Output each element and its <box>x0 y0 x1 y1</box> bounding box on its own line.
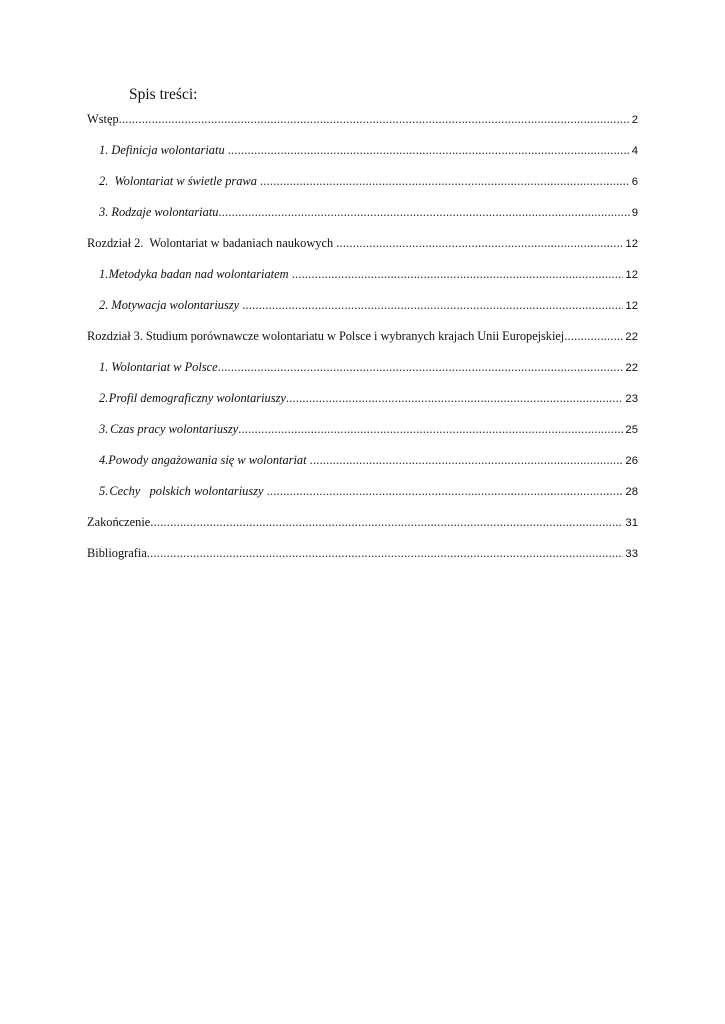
toc-entry-number: 2. <box>99 298 109 312</box>
toc-entry-rozdzial-2[interactable] <box>87 235 638 266</box>
dot-leader <box>150 514 623 530</box>
toc-entry-label: Cechy polskich wolontariuszy <box>109 484 264 498</box>
toc-entry-label: Wstęp <box>87 112 119 126</box>
toc-page-number: 33 <box>625 548 638 560</box>
toc-entry-label: Wolontariat w świetle prawa <box>114 174 257 188</box>
toc-entry-zakonczenie[interactable] <box>87 514 638 545</box>
dot-leader <box>147 545 624 561</box>
toc-entry-label: Wolontariat w Polsce <box>111 360 218 374</box>
toc-entry-powody[interactable] <box>87 452 638 483</box>
toc-entry-label: Rozdział 2. Wolontariat w badaniach naukowych <box>87 236 334 250</box>
toc-entry-number: 5. <box>99 484 109 498</box>
toc-entry-wolontariat-prawo[interactable] <box>87 173 638 204</box>
dot-leader <box>310 452 624 468</box>
dot-leader <box>218 204 629 220</box>
toc-page-number: 12 <box>625 238 638 250</box>
toc-entry-number: 3. <box>99 422 109 436</box>
toc-entry-motywacja[interactable] <box>87 297 638 328</box>
toc-entry-number: 2. <box>99 174 109 188</box>
toc-entry-label: Motywacja wolontariuszy <box>111 298 240 312</box>
toc-entry-label: Profil demograficzny wolontariuszy <box>108 391 286 405</box>
toc-entry-wstep[interactable] <box>87 111 638 142</box>
toc-entry-bibliografia[interactable] <box>87 545 638 576</box>
toc-entry-number: 1. <box>99 360 109 374</box>
dot-leader <box>228 142 630 158</box>
dot-leader <box>238 421 623 437</box>
toc-entry-label: Rozdział 3. Studium porównawcze wolontariatu w Polsce i wybranych krajach Unii Europejskiej <box>87 329 565 343</box>
dot-leader <box>260 173 630 189</box>
dot-leader <box>564 328 623 344</box>
toc-page-number: 26 <box>625 455 638 467</box>
toc-page-number: 2 <box>631 114 638 126</box>
toc-entry-label: Powody angażowania się w wolontariat <box>108 453 307 467</box>
toc-entry-cechy[interactable] <box>87 483 638 514</box>
toc-title: Spis treści: <box>129 86 198 103</box>
toc-entry-metodyka[interactable] <box>87 266 638 297</box>
toc-entry-label: Metodyka badan nad wolontariatem <box>108 267 289 281</box>
dot-leader <box>286 390 624 406</box>
dot-leader <box>242 297 623 313</box>
dot-leader <box>218 359 624 375</box>
toc-page-number: 23 <box>625 393 638 405</box>
table-of-contents <box>87 111 638 576</box>
dot-leader <box>336 235 623 251</box>
dot-leader <box>267 483 624 499</box>
toc-entry-label: Bibliografia <box>87 546 147 560</box>
toc-page-number: 25 <box>625 424 638 436</box>
toc-entry-profil[interactable] <box>87 390 638 421</box>
toc-page-number: 12 <box>625 269 638 281</box>
toc-entry-label: Rodzaje wolontariatu <box>111 205 219 219</box>
toc-entry-number: 3. <box>99 205 109 219</box>
toc-entry-rozdzial-3[interactable] <box>87 328 638 359</box>
dot-leader <box>119 111 630 127</box>
toc-page-number: 6 <box>631 176 638 188</box>
toc-entry-rodzaje[interactable] <box>87 204 638 235</box>
toc-page-number: 12 <box>625 300 638 312</box>
dot-leader <box>292 266 624 282</box>
toc-entry-czas-pracy[interactable] <box>87 421 638 452</box>
toc-page-number: 31 <box>625 517 638 529</box>
toc-page-number: 28 <box>625 486 638 498</box>
toc-entry-label: Zakończenie <box>87 515 151 529</box>
toc-entry-label: Definicja wolontariatu <box>111 143 225 157</box>
toc-entry-number: 1. <box>99 267 109 281</box>
toc-entry-wolontariat-polska[interactable] <box>87 359 638 390</box>
toc-page-number: 9 <box>631 207 638 219</box>
toc-page-number: 22 <box>625 362 638 374</box>
toc-entry-number: 1. <box>99 143 109 157</box>
toc-page-number: 22 <box>625 331 638 343</box>
toc-entry-definicja[interactable] <box>87 142 638 173</box>
toc-entry-number: 2. <box>99 391 109 405</box>
toc-entry-number: 4. <box>99 453 109 467</box>
toc-page-number: 4 <box>631 145 638 157</box>
toc-entry-label: Czas pracy wolontariuszy <box>110 422 239 436</box>
